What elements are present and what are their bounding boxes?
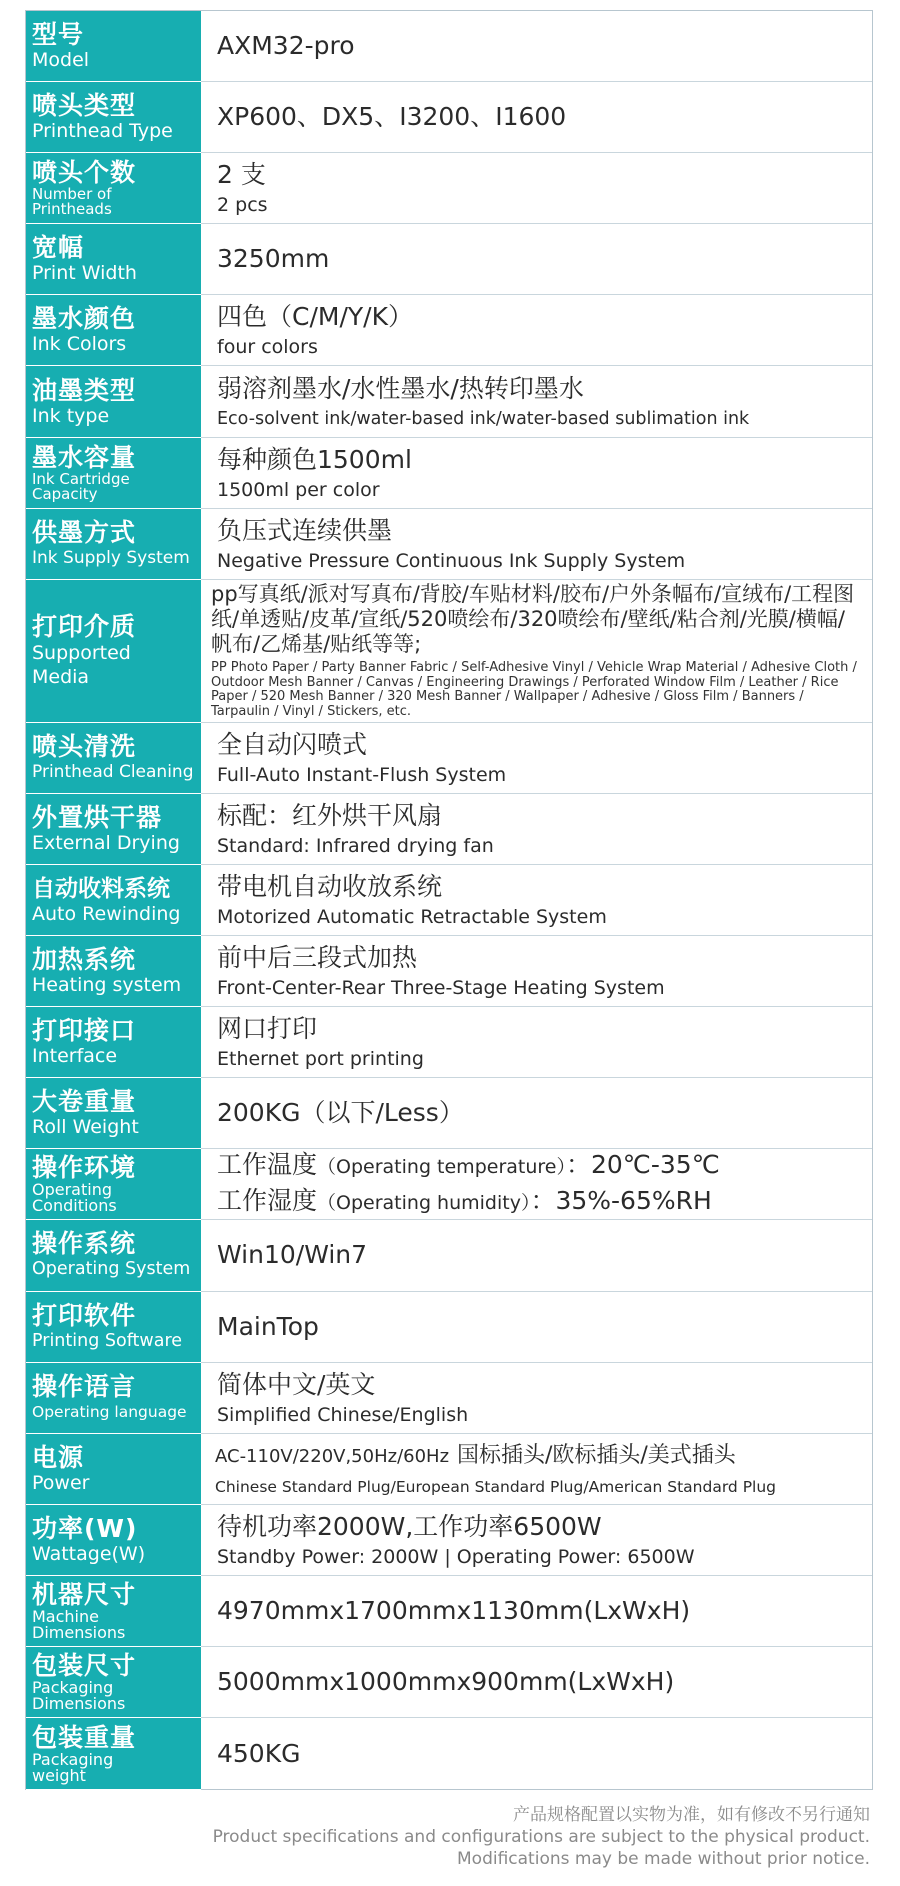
spec-label: 打印接口 Interface xyxy=(26,1007,201,1078)
spec-row-ink-colors xyxy=(26,295,872,366)
spec-row-heating-system xyxy=(26,936,872,1007)
spec-label: 操作系统 Operating System xyxy=(26,1220,201,1291)
spec-value: 带电机自动收放系统 Motorized Automatic Retractable System xyxy=(217,871,607,928)
spec-value: 负压式连续供墨 Negative Pressure Continuous Ink Supply System xyxy=(217,515,686,572)
spec-value: 工作温度（Operating temperature）：20℃-35℃ 工作湿度（Operating humidity）：35%-65%RH xyxy=(217,1150,720,1216)
spec-value: 标配：红外烘干风扇 Standard: Infrared drying fan xyxy=(217,800,494,857)
spec-row-ink-capacity xyxy=(26,438,872,509)
spec-row-operating-language xyxy=(26,1363,872,1434)
spec-label: 机器尺寸 Machine Dimensions xyxy=(26,1576,201,1647)
spec-value: AC-110V/220V,50Hz/60Hz 国标插头/欧标插头/美式插头 Chinese Standard Plug/European Standard Plug/American Standard Plug xyxy=(215,1443,777,1497)
spec-value: 每种颜色1500ml 1500ml per color xyxy=(217,444,412,501)
spec-label: 供墨方式 Ink Supply System xyxy=(26,509,201,580)
spec-table xyxy=(25,10,873,1790)
spec-row-operating-system xyxy=(26,1220,872,1291)
spec-value: Win10/Win7 xyxy=(217,1240,368,1270)
spec-value: 2 支 2 pcs xyxy=(217,160,268,217)
spec-row-external-drying xyxy=(26,794,872,865)
spec-value: 待机功率2000W,工作功率6500W Standby Power: 2000W | Operating Power: 6500W xyxy=(217,1511,695,1568)
spec-label: 墨水颜色 Ink Colors xyxy=(26,295,201,366)
spec-label: 打印软件 Printing Software xyxy=(26,1292,201,1363)
spec-label: 宽幅 Print Width xyxy=(26,224,201,295)
spec-row-model xyxy=(26,11,872,82)
spec-label: 油墨类型 Ink type xyxy=(26,366,201,437)
spec-value: 四色（C/M/Y/K） four colors xyxy=(217,302,413,359)
spec-label: 型号 Model xyxy=(26,11,201,82)
spec-label: 打印介质 Supported Media xyxy=(26,580,201,723)
spec-label: 喷头个数 Number of Printheads xyxy=(26,153,201,224)
spec-value: 5000mmx1000mmx900mm(LxWxH) xyxy=(217,1667,675,1697)
spec-value: 200KG（以下/Less） xyxy=(217,1098,464,1128)
spec-label: 包装尺寸 Packaging Dimensions xyxy=(26,1647,201,1718)
spec-value: 弱溶剂墨水/水性墨水/热转印墨水 Eco-solvent ink/water-based ink/water-based sublimation ink xyxy=(217,373,750,429)
spec-label: 加热系统 Heating system xyxy=(26,936,201,1007)
spec-row-print-width xyxy=(26,224,872,295)
spec-value: pp写真纸/派对写真布/背胶/车贴材料/胶布/户外条幅布/宣绒布/工程图纸/单透贴/皮革/宣纸/520喷绘布/320喷绘布/壁纸/粘合剂/光膜/横幅/帆布/乙烯基/贴纸等等; PP Photo Paper / Party Banner Fabric / Self-Adhesive Vinyl / Vehicle Wrap Material / Adhesive Cloth / Outdoor Mesh Banner / Canvas / Engineering Drawings / Perforated Window Film / Leather / Rice Paper / 520 Mesh Banner / 320 Mesh Banner / Wallpaper / Adhesive / Gloss Film / Banners / Tarpaulin / Vinyl / Stickers, etc. xyxy=(211,582,857,719)
spec-value: 前中后三段式加热 Front-Center-Rear Three-Stage Heating System xyxy=(217,943,665,1000)
spec-value: 3250mm xyxy=(217,244,330,274)
spec-value: 4970mmx1700mmx1130mm(LxWxH) xyxy=(217,1595,691,1625)
spec-label: 操作环境 Operating Conditions xyxy=(26,1149,201,1220)
spec-row-roll-weight xyxy=(26,1078,872,1149)
spec-label: 外置烘干器 External Drying xyxy=(26,794,201,865)
spec-value: 450KG xyxy=(217,1738,301,1768)
spec-value: MainTop xyxy=(217,1311,319,1341)
spec-label: 自动收料系统 Auto Rewinding xyxy=(26,865,201,936)
spec-label: 功率(W) Wattage(W) xyxy=(26,1505,201,1576)
spec-value: 全自动闪喷式 Full-Auto Instant-Flush System xyxy=(217,729,507,786)
spec-row-wattage xyxy=(26,1505,872,1576)
spec-row-printhead-count xyxy=(26,153,872,224)
disclaimer-zh: 产品规格配置以实物为准，如有修改不另行通知 xyxy=(513,1805,870,1825)
spec-row-power xyxy=(26,1434,872,1505)
spec-row-printhead-cleaning xyxy=(26,723,872,794)
spec-label: 操作语言 Operating language xyxy=(26,1363,201,1434)
spec-row-ink-supply xyxy=(26,509,872,580)
disclaimer-en-1: Product specifications and configurations are subject to the physical product. xyxy=(212,1827,870,1847)
spec-value: 简体中文/英文 Simplified Chinese/English xyxy=(217,1369,469,1426)
spec-value: XP600、DX5、I3200、I1600 xyxy=(217,102,567,132)
spec-row-machine-dimensions xyxy=(26,1576,872,1647)
spec-row-packaging-weight xyxy=(26,1718,872,1789)
spec-row-operating-conditions xyxy=(26,1149,872,1220)
spec-row-ink-type xyxy=(26,366,872,437)
spec-row-packaging-dimensions xyxy=(26,1647,872,1718)
spec-row-interface xyxy=(26,1007,872,1078)
spec-row-printing-software xyxy=(26,1292,872,1363)
spec-label: 电源 Power xyxy=(26,1434,201,1505)
spec-label: 喷头清洗 Printhead Cleaning xyxy=(26,723,201,794)
spec-row-auto-rewinding xyxy=(26,865,872,936)
spec-row-supported-media xyxy=(26,580,872,723)
spec-value: 网口打印 Ethernet port printing xyxy=(217,1014,424,1071)
spec-value: AXM32-pro xyxy=(217,31,355,61)
spec-label: 喷头类型 Printhead Type xyxy=(26,82,201,153)
spec-label: 包装重量 Packaging weight xyxy=(26,1718,201,1790)
disclaimer xyxy=(213,1804,870,1870)
disclaimer-en-2: Modifications may be made without prior notice. xyxy=(457,1849,870,1869)
spec-label: 墨水容量 Ink Cartridge Capacity xyxy=(26,438,201,509)
spec-row-printhead-type xyxy=(26,82,872,153)
spec-label: 大卷重量 Roll Weight xyxy=(26,1078,201,1149)
